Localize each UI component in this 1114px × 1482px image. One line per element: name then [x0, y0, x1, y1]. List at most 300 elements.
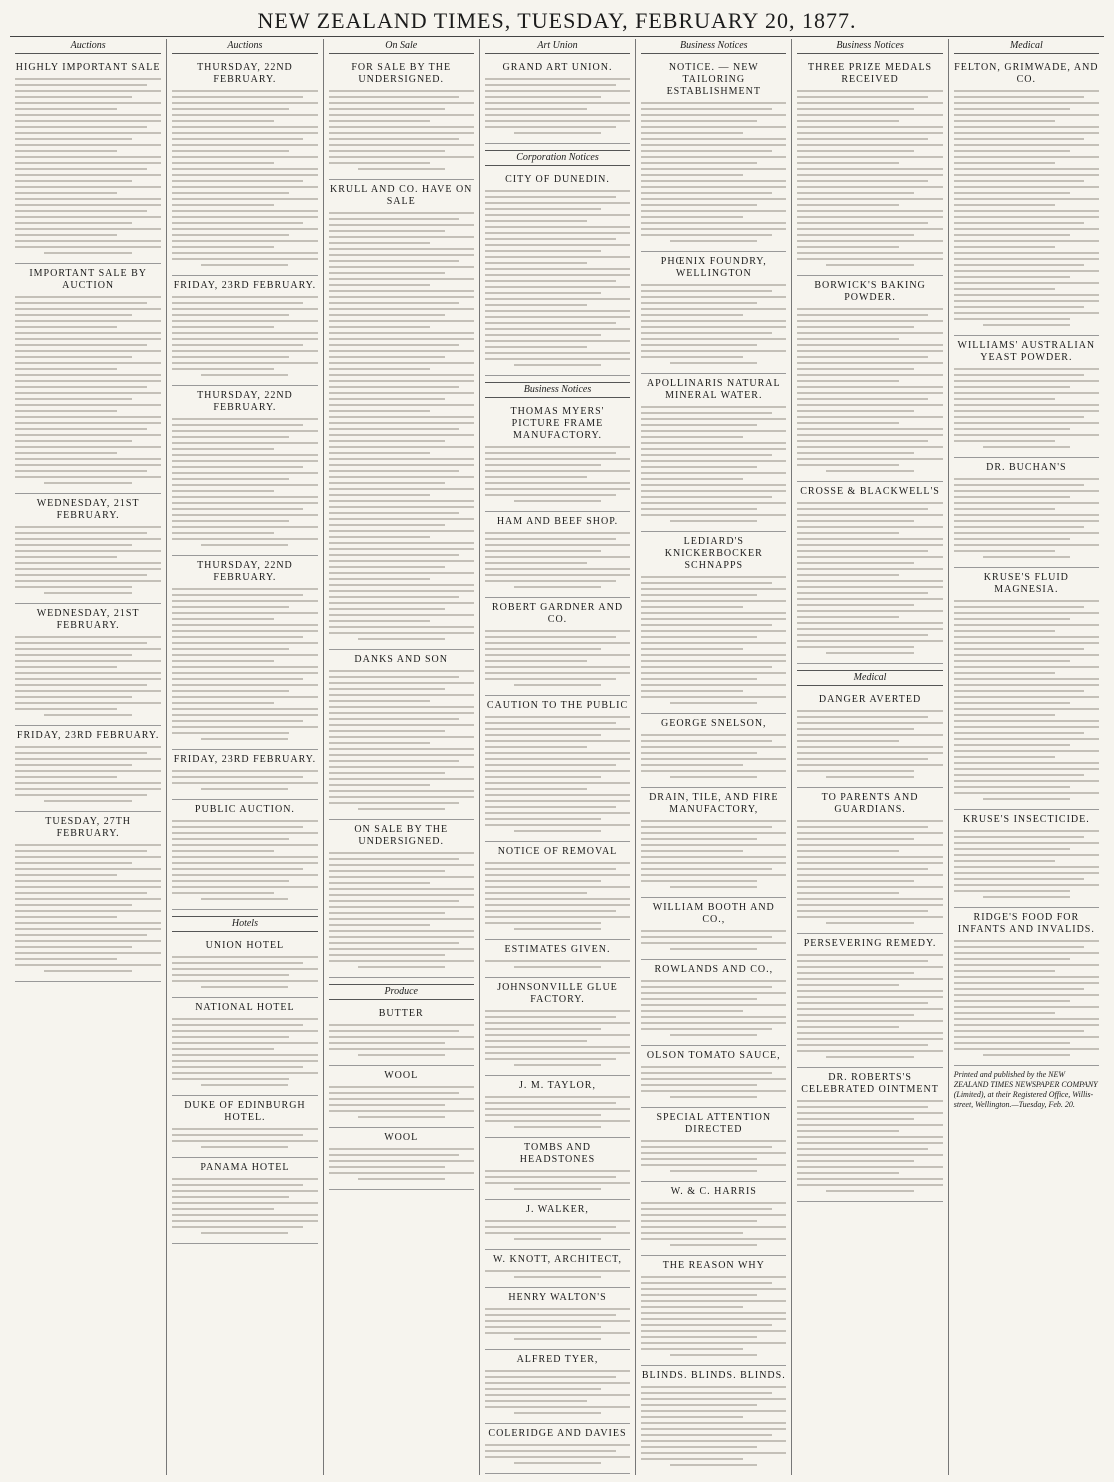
text-line — [329, 536, 431, 538]
text-line — [797, 1142, 942, 1144]
text-line — [15, 550, 161, 552]
text-line — [641, 1202, 786, 1204]
text-line — [797, 350, 942, 352]
text-line — [797, 380, 899, 382]
text-line — [172, 660, 274, 662]
text-line — [172, 1060, 317, 1062]
text-line — [172, 862, 317, 864]
text-line — [641, 1446, 757, 1448]
text-line — [172, 708, 317, 710]
text-line — [670, 362, 757, 364]
text-line — [15, 538, 161, 540]
text-line — [641, 1220, 757, 1222]
text-line — [641, 1428, 786, 1430]
text-line — [329, 422, 474, 424]
text-line — [641, 1422, 786, 1424]
text-line — [15, 108, 117, 110]
text-line — [172, 1078, 288, 1080]
text-line — [485, 550, 601, 552]
text-line — [954, 854, 1099, 856]
text-line — [797, 356, 928, 358]
text-line — [954, 440, 1056, 442]
text-line — [15, 374, 161, 376]
text-line — [485, 580, 616, 582]
text-line — [954, 774, 1085, 776]
text-line — [954, 1036, 1099, 1038]
text-line — [485, 1022, 630, 1024]
text-line — [641, 1306, 743, 1308]
text-line — [172, 1072, 317, 1074]
text-line — [641, 1416, 743, 1418]
text-line — [670, 1034, 757, 1036]
text-line — [954, 618, 1070, 620]
ad-body-text — [485, 1010, 630, 1066]
text-line — [329, 392, 474, 394]
text-line — [954, 276, 1070, 278]
text-line — [641, 992, 786, 994]
ad-headline: FRIDAY, 23RD FEBRUARY. — [173, 280, 317, 291]
text-line — [485, 458, 630, 460]
text-line — [329, 936, 474, 938]
text-line — [329, 1104, 445, 1106]
text-line — [172, 246, 274, 248]
text-line — [954, 240, 1099, 242]
text-line — [172, 956, 317, 958]
text-line — [954, 138, 1085, 140]
text-line — [329, 230, 445, 232]
text-line — [797, 398, 928, 400]
text-line — [329, 254, 474, 256]
text-line — [172, 180, 303, 182]
text-line — [329, 266, 474, 268]
text-line — [797, 1166, 942, 1168]
text-line — [172, 1042, 317, 1044]
text-line — [797, 532, 899, 534]
text-line — [485, 806, 616, 808]
section-heading-corporation-notices: Corporation Notices — [485, 150, 630, 166]
text-line — [485, 1332, 630, 1334]
text-line — [954, 600, 1099, 602]
text-line — [44, 970, 132, 972]
text-line — [15, 440, 132, 442]
text-line — [329, 578, 431, 580]
text-line — [485, 898, 630, 900]
text-line — [15, 114, 161, 116]
text-line — [797, 90, 942, 92]
advertisement — [485, 696, 630, 842]
text-line — [485, 734, 601, 736]
text-line — [329, 766, 474, 768]
text-line — [329, 888, 474, 890]
text-line — [15, 788, 161, 790]
ad-body-text — [485, 1270, 630, 1278]
text-line — [15, 156, 161, 158]
text-line — [15, 666, 117, 668]
text-line — [797, 308, 942, 310]
text-line — [954, 684, 1099, 686]
text-line — [670, 776, 757, 778]
text-line — [485, 310, 630, 312]
text-line — [15, 192, 117, 194]
ad-headline: CITY OF DUNEDIN. — [505, 174, 610, 185]
text-line — [954, 114, 1099, 116]
text-line — [329, 150, 445, 152]
text-line — [172, 1030, 317, 1032]
ad-headline: BLINDS. BLINDS. BLINDS. — [641, 1370, 786, 1381]
text-line — [670, 1096, 757, 1098]
ad-body-text — [641, 820, 786, 888]
text-line — [797, 404, 942, 406]
text-line — [172, 1066, 303, 1068]
text-line — [485, 1182, 630, 1184]
advertisement — [954, 810, 1099, 908]
text-line — [172, 132, 317, 134]
text-line — [954, 204, 1056, 206]
text-line — [954, 642, 1099, 644]
text-line — [641, 350, 786, 352]
text-line — [15, 532, 147, 534]
text-line — [797, 610, 942, 612]
text-line — [641, 642, 786, 644]
text-line — [329, 954, 445, 956]
text-line — [485, 1028, 601, 1030]
text-line — [641, 234, 772, 236]
text-line — [641, 144, 786, 146]
text-line — [172, 332, 317, 334]
text-line — [15, 96, 132, 98]
text-line — [514, 1338, 601, 1340]
text-line — [797, 174, 942, 176]
text-line — [15, 636, 161, 638]
text-line — [485, 268, 630, 270]
text-line — [641, 636, 757, 638]
ad-body-text — [15, 526, 161, 594]
text-line — [641, 496, 772, 498]
text-line — [172, 302, 303, 304]
text-line — [329, 416, 474, 418]
advertisement — [485, 402, 630, 512]
text-line — [485, 244, 630, 246]
text-line — [15, 326, 117, 328]
ad-headline: WILLIAM BOOTH AND CO., — [652, 902, 775, 925]
text-line — [329, 614, 474, 616]
advertisement — [954, 58, 1099, 336]
text-line — [44, 714, 132, 716]
text-line — [797, 892, 899, 894]
text-line — [797, 862, 942, 864]
text-line — [797, 458, 942, 460]
text-line — [797, 856, 942, 858]
text-line — [44, 252, 132, 254]
text-line — [954, 180, 1085, 182]
text-line — [797, 646, 913, 648]
text-line — [329, 464, 474, 466]
text-line — [329, 894, 474, 896]
advertisement — [797, 276, 942, 482]
text-line — [797, 204, 899, 206]
text-line — [485, 764, 616, 766]
text-line — [329, 344, 460, 346]
text-line — [485, 794, 630, 796]
text-line — [954, 1024, 1099, 1026]
text-line — [641, 198, 786, 200]
text-line — [172, 1024, 303, 1026]
text-line — [485, 758, 630, 760]
text-line — [797, 1112, 942, 1114]
text-line — [797, 446, 942, 448]
text-line — [15, 696, 132, 698]
text-line — [485, 358, 630, 360]
text-line — [485, 1120, 630, 1122]
text-line — [485, 262, 587, 264]
advertisement — [485, 1200, 630, 1250]
text-line — [954, 750, 1099, 752]
text-line — [172, 1178, 317, 1180]
text-line — [329, 132, 474, 134]
text-line — [514, 928, 601, 930]
text-line — [329, 548, 474, 550]
ad-headline: TUESDAY, 27TH FEBRUARY. — [45, 816, 132, 839]
text-line — [485, 1320, 630, 1322]
text-line — [172, 648, 288, 650]
text-line — [641, 302, 757, 304]
text-line — [954, 186, 1099, 188]
text-line — [797, 150, 913, 152]
text-line — [641, 436, 743, 438]
text-line — [15, 168, 147, 170]
text-line — [172, 776, 303, 778]
text-line — [329, 530, 474, 532]
text-line — [797, 910, 928, 912]
ad-body-text — [15, 636, 161, 716]
advertisement — [641, 1108, 786, 1182]
text-line — [329, 308, 474, 310]
text-line — [329, 802, 460, 804]
text-line — [329, 596, 460, 598]
text-line — [172, 338, 317, 340]
text-line — [954, 872, 1099, 874]
text-line — [797, 1172, 899, 1174]
text-line — [172, 672, 317, 674]
text-line — [329, 368, 431, 370]
text-line — [15, 428, 147, 430]
text-line — [15, 654, 132, 656]
text-line — [954, 234, 1070, 236]
text-line — [641, 1294, 757, 1296]
text-line — [954, 848, 1070, 850]
text-line — [797, 508, 928, 510]
text-line — [641, 472, 786, 474]
text-line — [485, 1170, 630, 1172]
text-line — [954, 702, 1070, 704]
text-line — [329, 114, 474, 116]
text-line — [641, 618, 786, 620]
text-line — [797, 838, 913, 840]
text-line — [172, 1214, 317, 1216]
text-line — [641, 986, 772, 988]
text-line — [485, 532, 630, 534]
ad-headline: JOHNSONVILLE GLUE FACTORY. — [497, 982, 618, 1005]
text-line — [172, 838, 288, 840]
text-line — [641, 690, 743, 692]
text-line — [797, 320, 942, 322]
section-heading-business-notices: Business Notices — [485, 382, 630, 398]
column-3 — [323, 39, 479, 1475]
ad-headline: HENRY WALTON'S — [508, 1292, 607, 1303]
text-line — [641, 1318, 786, 1320]
text-line — [485, 636, 616, 638]
text-line — [797, 1136, 942, 1138]
text-line — [172, 1184, 303, 1186]
ad-body-text — [485, 862, 630, 930]
text-line — [954, 222, 1085, 224]
text-line — [329, 260, 460, 262]
text-line — [172, 826, 303, 828]
column-4 — [479, 39, 635, 1475]
advertisement — [797, 482, 942, 664]
text-line — [15, 398, 132, 400]
ad-headline: PHŒNIX FOUNDRY, WELLINGTON — [660, 256, 767, 279]
text-line — [172, 320, 317, 322]
text-line — [485, 470, 630, 472]
ad-headline: THURSDAY, 22ND FEBRUARY. — [197, 62, 293, 85]
text-line — [954, 732, 1085, 734]
text-line — [954, 762, 1099, 764]
text-line — [641, 1300, 786, 1302]
text-line — [797, 410, 913, 412]
text-line — [172, 892, 274, 894]
text-line — [172, 210, 317, 212]
ad-headline: THE REASON WHY — [662, 1260, 765, 1271]
advertisement — [15, 604, 161, 726]
ad-headline: COLERIDGE AND DAVIES — [488, 1428, 627, 1439]
text-line — [797, 722, 942, 724]
text-line — [797, 740, 899, 742]
ad-body-text — [641, 284, 786, 364]
text-line — [329, 566, 445, 568]
text-line — [358, 168, 445, 170]
advertisement — [15, 494, 161, 604]
ad-body-text — [641, 1386, 786, 1466]
text-line — [641, 418, 786, 420]
ad-headline: DUKE OF EDINBURGH HOTEL. — [184, 1100, 306, 1123]
text-line — [954, 496, 1070, 498]
text-line — [826, 470, 913, 472]
text-line — [15, 204, 161, 206]
text-line — [485, 886, 630, 888]
text-line — [797, 434, 942, 436]
text-line — [797, 1008, 942, 1010]
text-line — [954, 144, 1099, 146]
text-line — [329, 302, 460, 304]
text-line — [485, 256, 630, 258]
ad-headline: CAUTION TO THE PUBLIC — [486, 700, 629, 711]
text-line — [329, 706, 474, 708]
text-line — [15, 470, 147, 472]
text-line — [954, 216, 1099, 218]
text-line — [15, 862, 132, 864]
text-line — [485, 108, 587, 110]
text-line — [44, 592, 132, 594]
text-line — [15, 350, 161, 352]
text-line — [15, 138, 132, 140]
ad-headline: THURSDAY, 22ND FEBRUARY. — [197, 390, 293, 413]
text-line — [954, 318, 1070, 320]
text-line — [641, 1028, 772, 1030]
advertisement — [797, 788, 942, 934]
text-line — [641, 1342, 786, 1344]
text-line — [329, 930, 474, 932]
text-line — [172, 436, 288, 438]
text-line — [485, 120, 630, 122]
text-line — [641, 1434, 772, 1436]
text-line — [15, 746, 161, 748]
text-line — [954, 288, 1056, 290]
text-line — [15, 246, 161, 248]
text-line — [797, 972, 913, 974]
text-line — [797, 622, 942, 624]
text-line — [329, 332, 474, 334]
text-line — [641, 484, 786, 486]
text-line — [954, 1048, 1099, 1050]
text-line — [329, 554, 460, 556]
advertisement — [172, 276, 317, 386]
text-line — [641, 180, 786, 182]
text-line — [15, 150, 117, 152]
text-line — [797, 514, 942, 516]
text-line — [201, 264, 288, 266]
text-line — [797, 592, 928, 594]
text-line — [329, 1166, 445, 1168]
text-line — [954, 150, 1070, 152]
text-line — [329, 374, 474, 376]
ad-headline: BUTTER — [378, 1008, 424, 1019]
text-line — [172, 308, 317, 310]
text-line — [485, 78, 630, 80]
text-line — [172, 624, 317, 626]
text-line — [954, 830, 1099, 832]
text-line — [797, 332, 942, 334]
text-line — [15, 904, 132, 906]
text-line — [15, 174, 161, 176]
text-line — [15, 580, 161, 582]
text-line — [641, 1164, 786, 1166]
text-line — [954, 306, 1085, 308]
ad-body-text — [485, 716, 630, 832]
advertisement — [641, 1366, 786, 1475]
text-line — [641, 284, 786, 286]
text-line — [797, 954, 942, 956]
text-line — [797, 966, 942, 968]
text-line — [172, 1190, 317, 1192]
text-line — [797, 586, 942, 588]
text-line — [983, 324, 1070, 326]
text-line — [797, 374, 942, 376]
text-line — [172, 198, 317, 200]
text-line — [172, 850, 274, 852]
text-line — [15, 648, 161, 650]
text-line — [485, 1176, 616, 1178]
text-line — [485, 722, 616, 724]
text-line — [954, 90, 1099, 92]
text-line — [641, 102, 786, 104]
text-line — [641, 1140, 786, 1142]
ad-body-text — [485, 1170, 630, 1190]
columns-grid — [10, 39, 1104, 1475]
text-line — [797, 716, 928, 718]
text-line — [797, 544, 942, 546]
text-line — [954, 1000, 1070, 1002]
